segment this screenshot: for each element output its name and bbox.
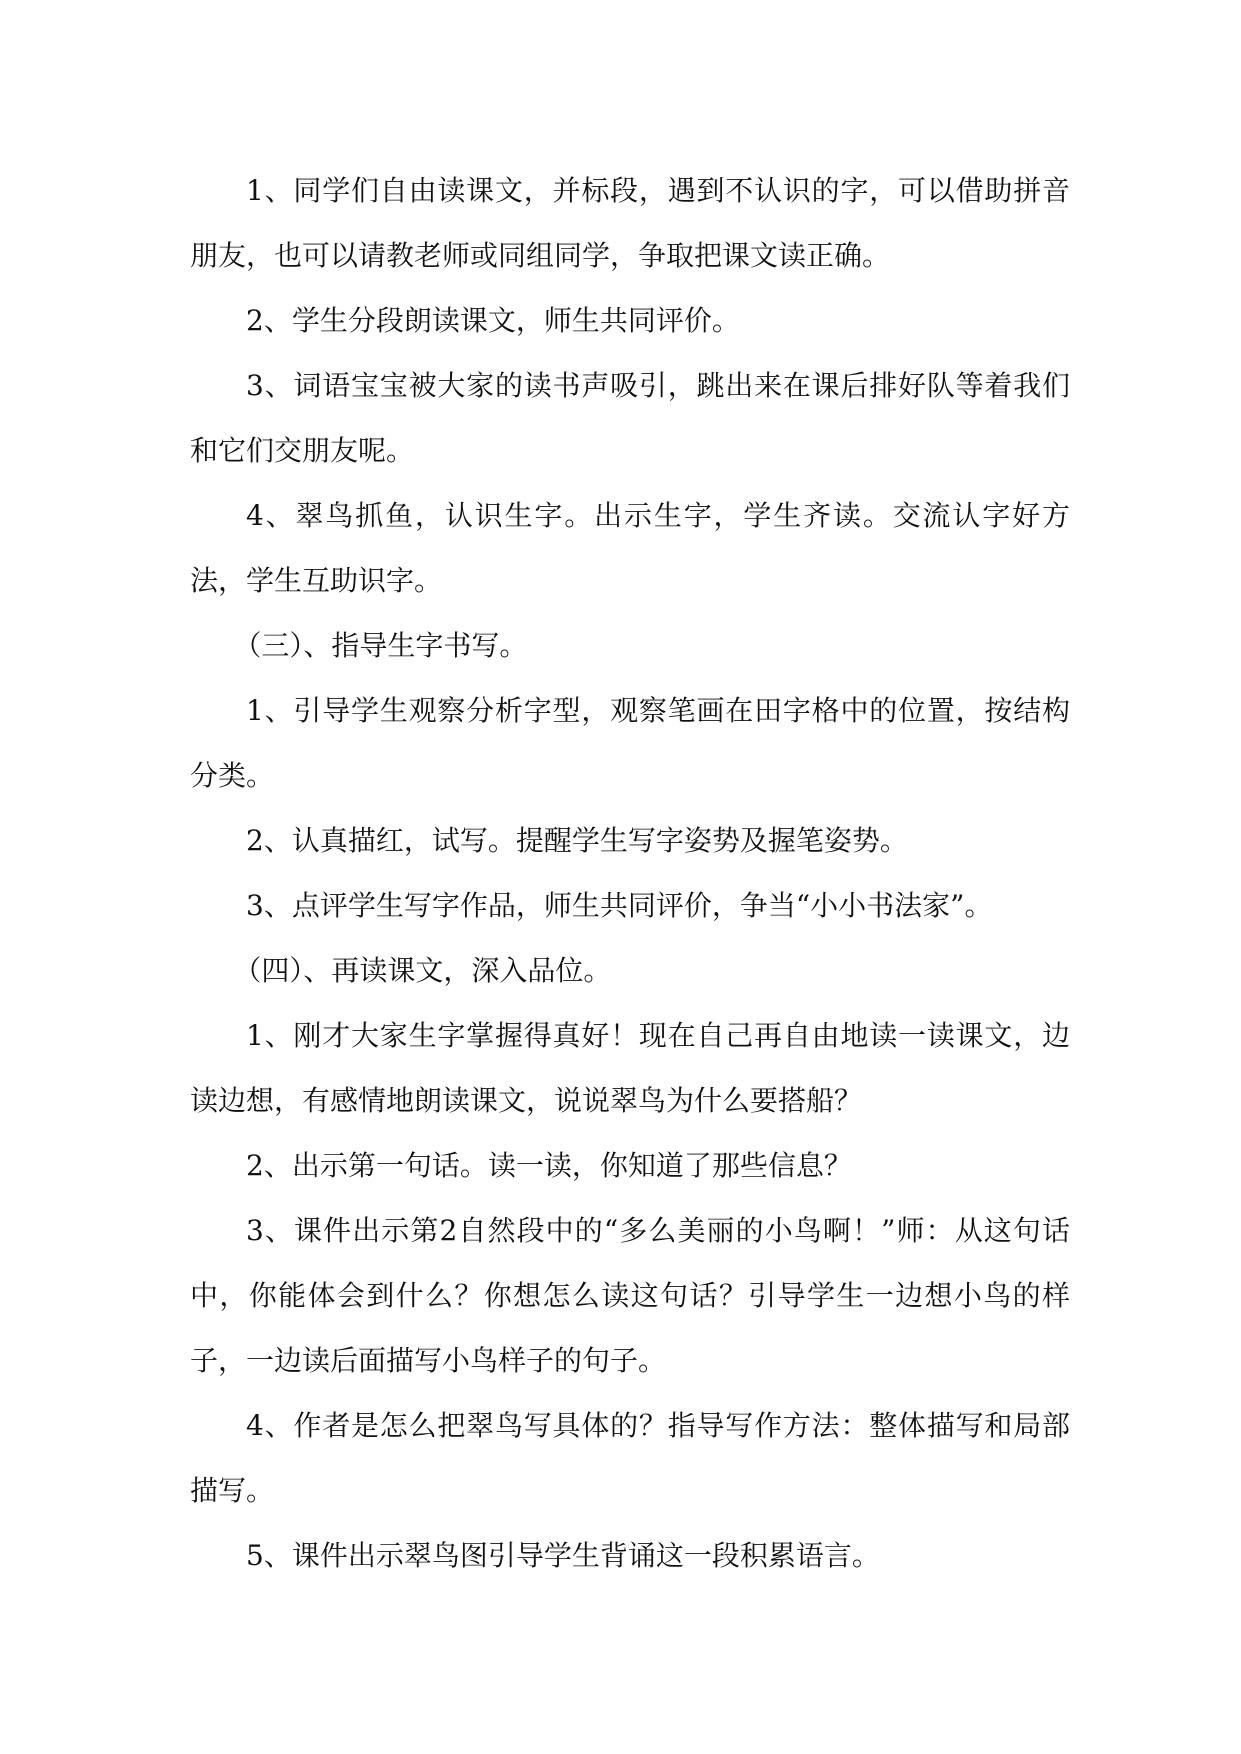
paragraph: 1、引导学生观察分析字型，观察笔画在田字格中的位置，按结构分类。 <box>190 694 1070 792</box>
paragraph: 1、刚才大家生字掌握得真好！现在自己再自由地读一读课文，边读边想，有感情地朗读课文，说说翠鸟为什么要搭船？ <box>190 1019 1070 1117</box>
paragraph: 3、课件出示第2自然段中的“多么美丽的小鸟啊！”师：从这句话中，你能体会到什么？你想怎么读这句话？引导学生一边想小鸟的样子，一边读后面描写小鸟样子的句子。 <box>190 1214 1070 1377</box>
paragraph: 4、作者是怎么把翠鸟写具体的？指导写作方法：整体描写和局部描写。 <box>190 1409 1070 1507</box>
paragraph: 2、学生分段朗读课文，师生共同评价。 <box>246 304 740 337</box>
paragraph: 1、同学们自由读课文，并标段，遇到不认识的字，可以借助拼音朋友，也可以请教老师或同组同学，争取把课文读正确。 <box>190 174 1070 272</box>
section-heading: （三）、指导生字书写。 <box>233 629 528 662</box>
paragraph: 2、认真描红，试写。提醒学生写字姿势及握笔姿势。 <box>246 824 908 857</box>
paragraph: 3、点评学生写字作品，师生共同评价，争当“小小书法家”。 <box>246 889 993 922</box>
paragraph: 2、出示第一句话。读一读，你知道了那些信息？ <box>246 1149 852 1182</box>
document-body <box>190 158 1070 1588</box>
paragraph: 4、翠鸟抓鱼，认识生字。出示生字，学生齐读。交流认字好方法，学生互助识字。 <box>190 499 1070 597</box>
section-heading: （四）、再读课文，深入品位。 <box>233 954 612 987</box>
paragraph: 5、课件出示翠鸟图引导学生背诵这一段积累语言。 <box>246 1539 880 1572</box>
paragraph: 3、词语宝宝被大家的读书声吸引，跳出来在课后排好队等着我们和它们交朋友呢。 <box>190 369 1070 467</box>
